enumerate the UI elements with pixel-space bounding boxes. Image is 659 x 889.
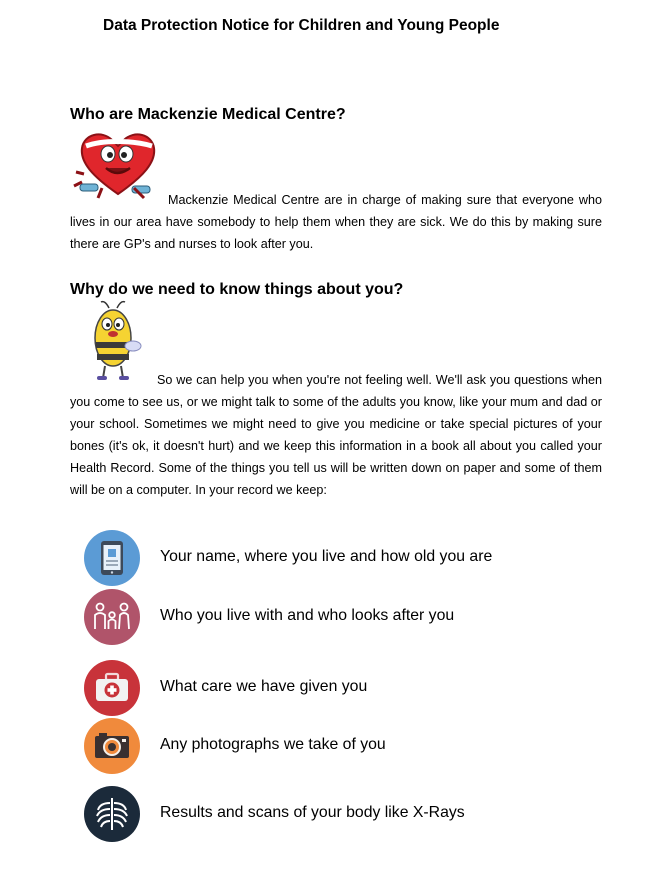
family-icon bbox=[84, 589, 140, 645]
record-item-label: Results and scans of your body like X-Rays bbox=[160, 804, 465, 821]
section-paragraph-who: Mackenzie Medical Centre are in charge of making sure that everyone who lives in our area have somebody to help them when they are sick. We do this by making sure there are GP's and nurses to look after you. bbox=[70, 193, 602, 251]
record-item-label: Your name, where you live and how old you are bbox=[160, 548, 493, 565]
section-heading-who: Who are Mackenzie Medical Centre? bbox=[70, 106, 346, 123]
section-heading-why: Why do we need to know things about you? bbox=[70, 281, 404, 298]
record-item-care bbox=[84, 660, 604, 718]
record-item-label: What care we have given you bbox=[160, 678, 368, 695]
record-item-label: Any photographs we take of you bbox=[160, 736, 386, 753]
record-item-family bbox=[84, 589, 604, 647]
xray-ribcage-icon bbox=[84, 786, 140, 842]
first-aid-kit-icon bbox=[84, 660, 140, 716]
record-item-photographs bbox=[84, 718, 604, 776]
record-item-scans bbox=[84, 786, 604, 844]
record-item-label: Who you live with and who looks after you bbox=[160, 607, 455, 624]
document-title: Data Protection Notice for Children and Young People bbox=[103, 17, 500, 34]
section-paragraph-why: So we can help you when you're not feeling well. We'll ask you questions when you come to see us, or we might talk to some of the adults you know, like your mum and dad or your school. Sometimes we might need to give you medicine or take special pictures of your bones (it's ok, it doesn't hurt) and we keep this information in a book all about you called your Health Record. Some of the things you tell us will be written down on paper and some of them will be on a computer. In your record we keep: bbox=[70, 373, 602, 497]
tablet-profile-icon bbox=[84, 530, 140, 586]
camera-icon bbox=[84, 718, 140, 774]
record-item-personal-details bbox=[84, 530, 604, 588]
